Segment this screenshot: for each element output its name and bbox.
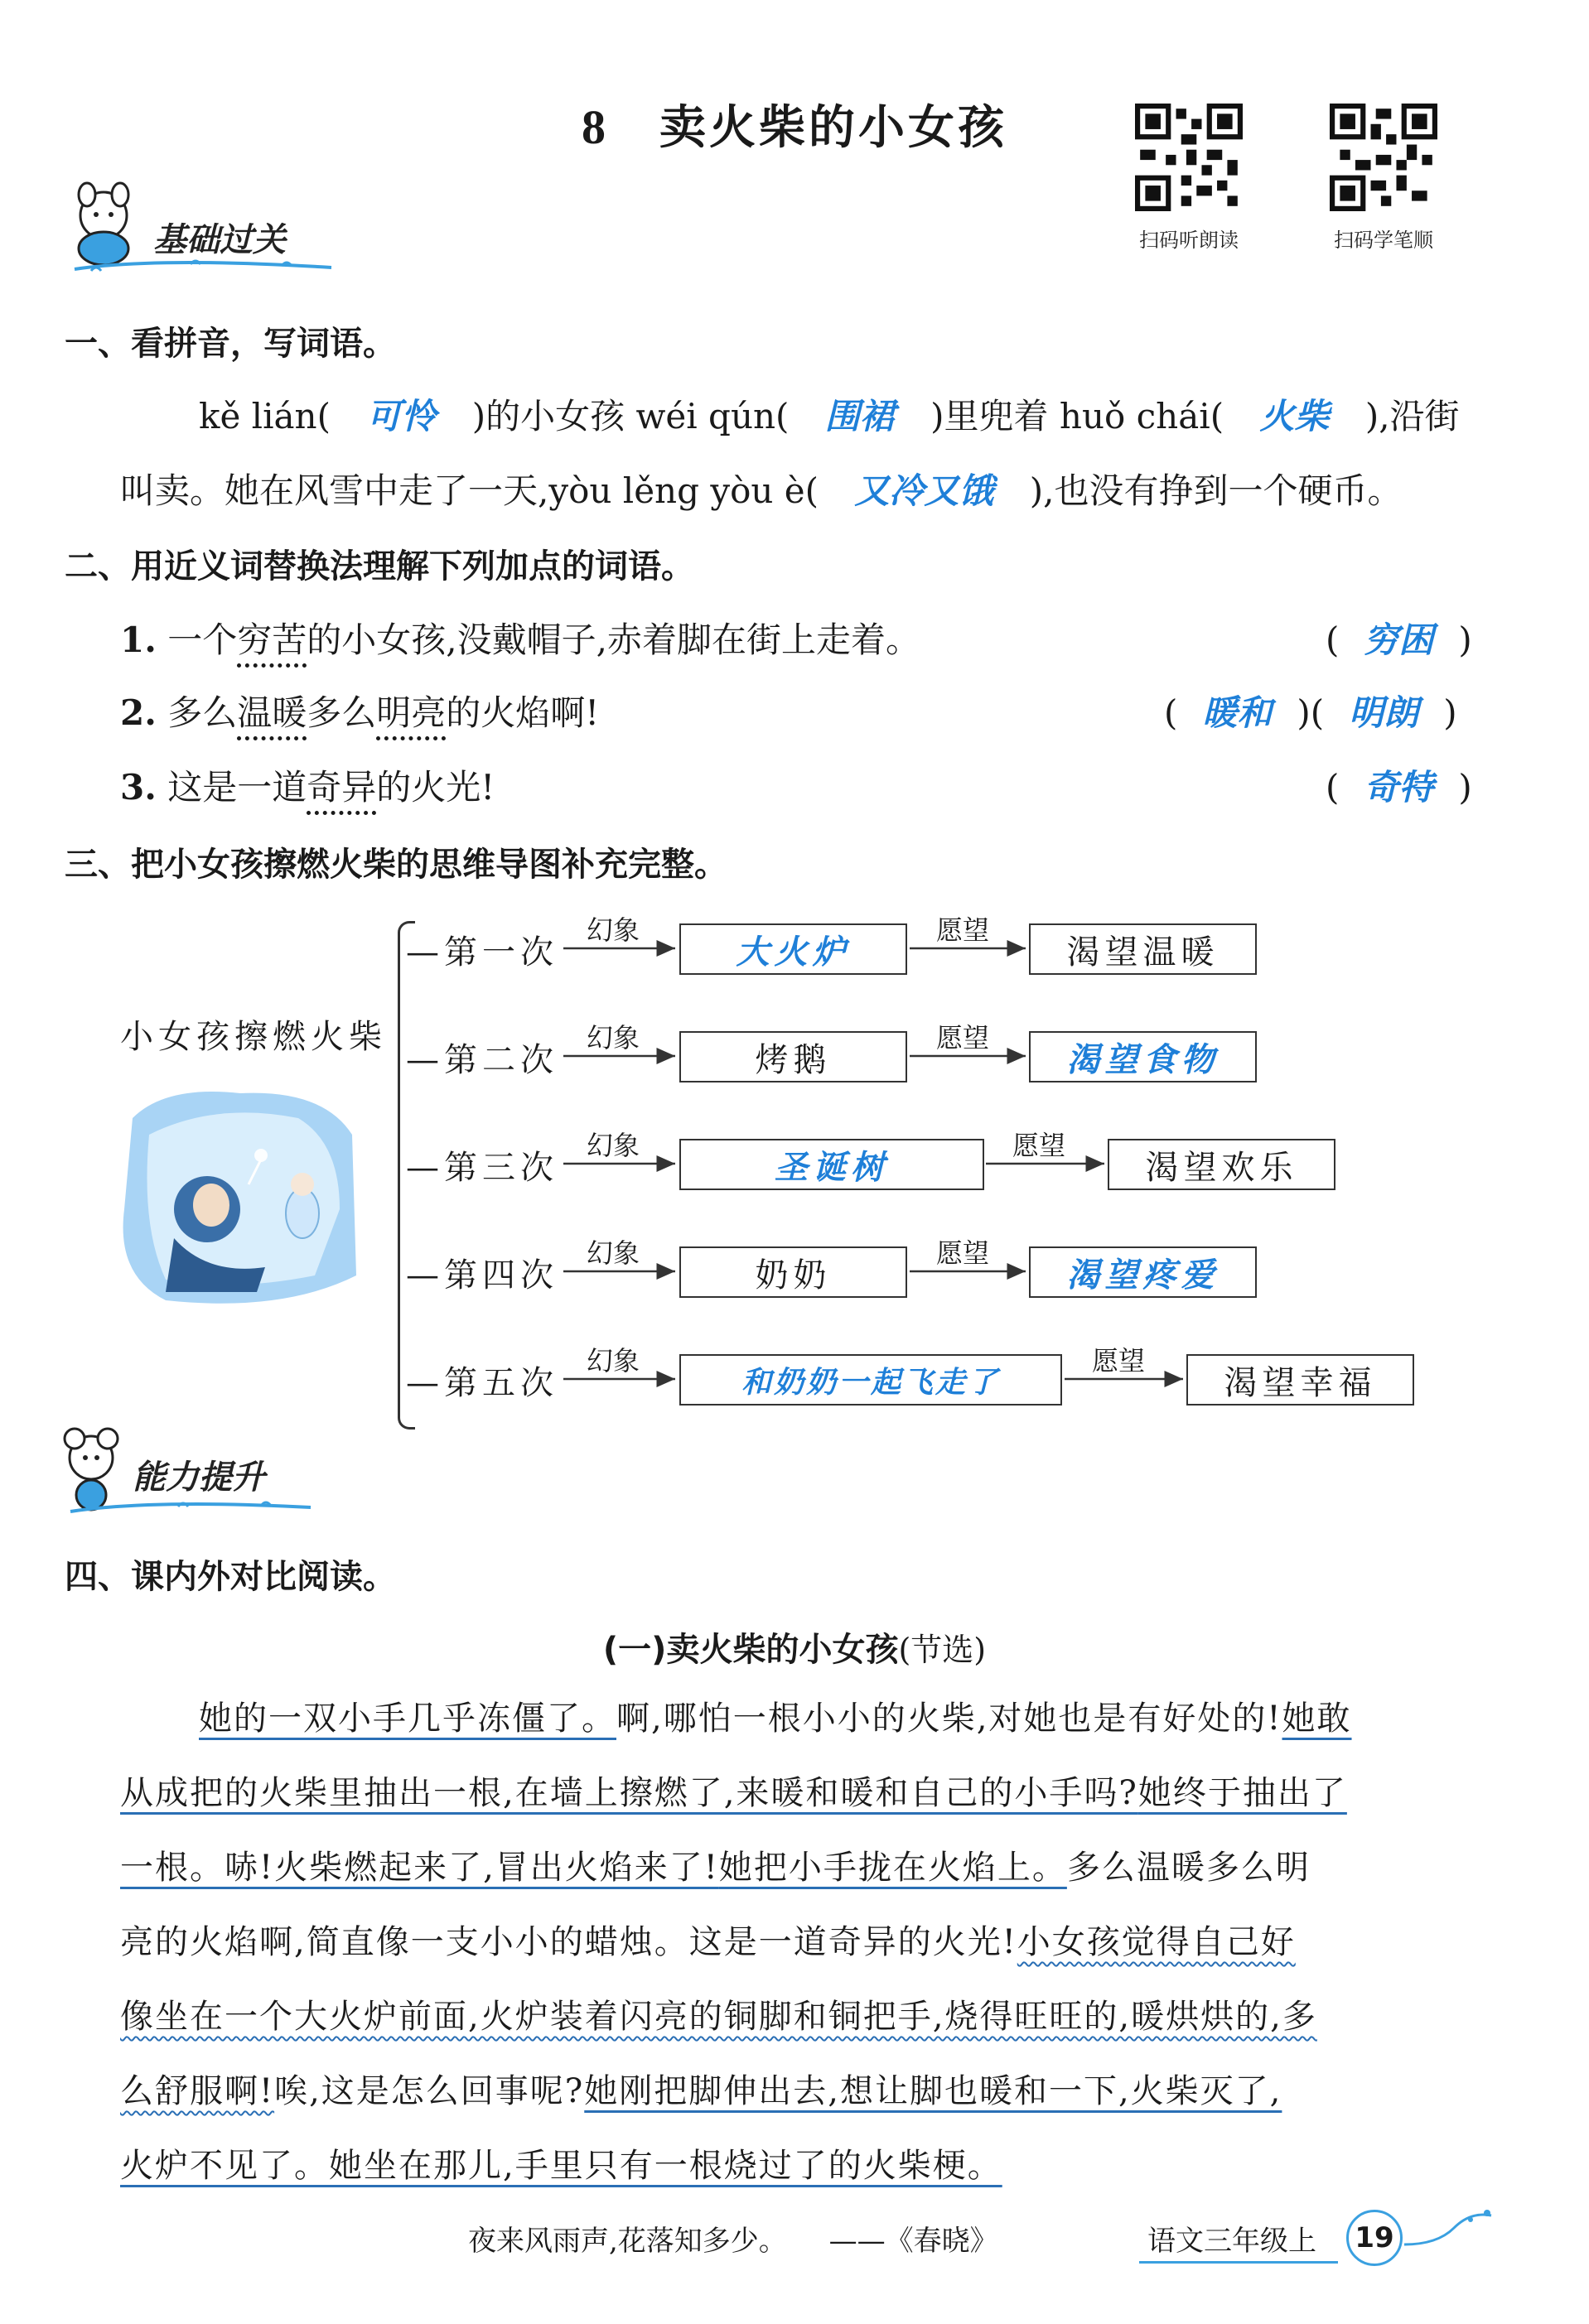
passage-seg: 亮的火焰啊,简直像一支小小的蜡烛。这是一道奇异的火光! (120, 1923, 1017, 1961)
passage-seg: 么舒服啊! (120, 2072, 275, 2110)
arrow-label-wish: 愿望 (936, 914, 990, 946)
arrow-label-wish: 愿望 (1092, 1345, 1146, 1377)
lesson-number: 8 (581, 100, 606, 154)
mindmap-root: 小女孩擦燃火柴 (120, 1018, 387, 1056)
mindmap-wish-box[interactable]: 渴望疼爱 (1029, 1246, 1257, 1298)
mindmap-row-label: —第四次 (406, 1256, 558, 1295)
qr-caption-stroke: 扫码学笔顺 (1334, 229, 1433, 252)
mindmap-wish-box: 渴望温暖 (1029, 923, 1257, 975)
mindmap-wish-box: 渴望幸福 (1186, 1354, 1414, 1405)
arrow-label-wish: 愿望 (1012, 1130, 1066, 1161)
s2-answer-2: ( 暖和 )( 明朗 ) (1164, 692, 1457, 733)
arrow-label-vision: 幻象 (587, 914, 640, 946)
passage-seg: 啊,哪怕一根小小的火柴,对她也是有好处的! (616, 1700, 1282, 1738)
s1-text: ),也没有挣到一个硬币。 (1029, 470, 1403, 511)
passage-seg: 她的一双小手几乎冻僵了。 (199, 1700, 616, 1738)
footer-book: 语文三年级上 (1147, 2225, 1316, 2258)
mindmap-vision-box[interactable]: 圣诞树 (679, 1139, 984, 1190)
s2-item-num: 3. (120, 767, 157, 808)
section4-heading: 四、课内外对比阅读。 (65, 1558, 396, 1596)
passage-seg: 像坐在一个大火炉前面,火炉装着闪亮的铜脚和铜把手,烧得旺旺的,暖烘烘的,多 (120, 1998, 1317, 2036)
qr-caption-listen: 扫码听朗读 (1139, 229, 1239, 252)
lesson-title: 卖火柴的小女孩 (659, 100, 1008, 155)
arrow-label-vision: 幻象 (587, 1022, 640, 1054)
s2-text: 的小女孩,没戴帽子,赤着脚在街上走着。 (307, 620, 920, 660)
passage-title (0, 1623, 1589, 1671)
s2-dotted-word: 奇异 (307, 767, 377, 808)
mindmap-wish-box: 渴望欢乐 (1108, 1139, 1335, 1190)
passage-seg: 一根。 (120, 1849, 225, 1887)
passage-seg: 多么温暖多么明 (1066, 1849, 1311, 1887)
passage-seg: 她刚把脚伸出去,想让脚也暖和一下,火柴灭了, (584, 2072, 1282, 2110)
s2-text: 多么 (167, 692, 238, 733)
footer-swirl-icon (1404, 2203, 1495, 2253)
s1-text: )的小女孩 wéi qún( (471, 396, 790, 436)
arrow-label-wish: 愿望 (936, 1022, 990, 1054)
mindmap-vision-box[interactable]: 和奶奶一起飞走了 (679, 1354, 1062, 1405)
mindmap-row-label: —第二次 (406, 1041, 558, 1079)
s2-item-num: 2. (120, 692, 157, 733)
s1-answer-huochai[interactable]: 火柴 (1259, 396, 1330, 436)
ability-badge-label: 能力提升 (133, 1459, 265, 1497)
s2-answer-text[interactable]: 明朗 (1349, 692, 1419, 733)
s2-answer-1: ( 穷困 ) (1326, 620, 1472, 660)
s1-answer-kelian[interactable]: 可怜 (366, 396, 437, 436)
basic-badge-label: 基础过关 (153, 221, 286, 259)
s1-text: )里兜着 huǒ chái( (930, 396, 1224, 436)
mindmap-row-label: —第三次 (406, 1149, 558, 1187)
arrow-label-wish: 愿望 (936, 1237, 990, 1269)
s2-item-num: 1. (120, 620, 157, 660)
passage-seg: 火炉不见了。她坐在那儿,手里只有一根烧过了的火柴梗。 (120, 2147, 1002, 2185)
s1-answer-weiqun[interactable]: 围裙 (824, 396, 895, 436)
s2-answer-text[interactable]: 穷困 (1364, 620, 1434, 660)
s2-text: 的火光! (376, 767, 495, 808)
passage-seg: 她敢 (1282, 1700, 1352, 1738)
s2-answer-3: ( 奇特 ) (1326, 767, 1472, 808)
s2-answer-text[interactable]: 暖和 (1202, 692, 1273, 733)
footer-poem-source: ——《春晓》 (828, 2225, 998, 2258)
arrow-label-vision: 幻象 (587, 1130, 640, 1161)
passage-seg: 唉,这是怎么回事呢? (274, 2072, 585, 2110)
s2-dotted-word: 明亮 (376, 692, 447, 733)
s2-text: 这是一道 (167, 767, 307, 808)
passage-seg: 她把小手拢在火焰上。 (718, 1849, 1067, 1887)
s2-text: 一个 (167, 620, 238, 660)
s1-text: 叫卖。她在风雪中走了一天,yòu lěng yòu è( (120, 470, 819, 511)
passage-body (120, 1681, 1487, 2203)
mindmap-row-label: —第一次 (406, 933, 558, 972)
mindmap-vision-box: 烤鹅 (679, 1031, 907, 1082)
mindmap-row-label: —第五次 (406, 1364, 558, 1402)
s2-text: 的火焰啊! (446, 692, 600, 733)
passage-seg: 从成把的火柴里抽出一根,在墙上擦燃了,来暖和暖和自己的小手吗? (120, 1774, 1138, 1812)
arrow-label-vision: 幻象 (587, 1345, 640, 1377)
s2-dotted-word: 温暖 (237, 692, 307, 733)
section1-heading: 一、看拼音，写词语。 (65, 325, 396, 363)
passage-seg: 哧!火柴燃起来了,冒出火焰来了! (225, 1849, 719, 1887)
footer-poem (468, 2218, 998, 2259)
mindmap-wish-box[interactable]: 渴望食物 (1029, 1031, 1257, 1082)
passage-title-main: (一)卖火柴的小女孩 (602, 1631, 899, 1669)
s1-text: ),沿街 (1364, 396, 1460, 436)
s2-dotted-word: 穷苦 (237, 620, 307, 660)
arrow-label-vision: 幻象 (587, 1237, 640, 1269)
s1-answer-youlengyoue[interactable]: 又冷又饿 (854, 470, 994, 511)
mindmap-vision-box: 奶奶 (679, 1246, 907, 1298)
section3-heading: 三、把小女孩擦燃火柴的思维导图补充完整。 (65, 846, 727, 884)
section2-heading: 二、用近义词替换法理解下列加点的词语。 (65, 547, 694, 586)
passage-seg: 小女孩觉得自己好 (1017, 1923, 1296, 1961)
passage-title-note: (节选) (898, 1632, 987, 1668)
footer-rule (1139, 2261, 1338, 2264)
s2-answer-text[interactable]: 奇特 (1364, 767, 1434, 808)
mindmap-vision-box[interactable]: 大火炉 (679, 923, 907, 975)
s2-text: 多么 (307, 692, 377, 733)
footer-poem-line: 夜来风雨声,花落知多少。 (468, 2225, 787, 2258)
s1-text: kě lián( (199, 396, 331, 436)
passage-seg: 她终于抽出了 (1137, 1774, 1347, 1812)
page-number: 19 (1346, 2210, 1403, 2266)
